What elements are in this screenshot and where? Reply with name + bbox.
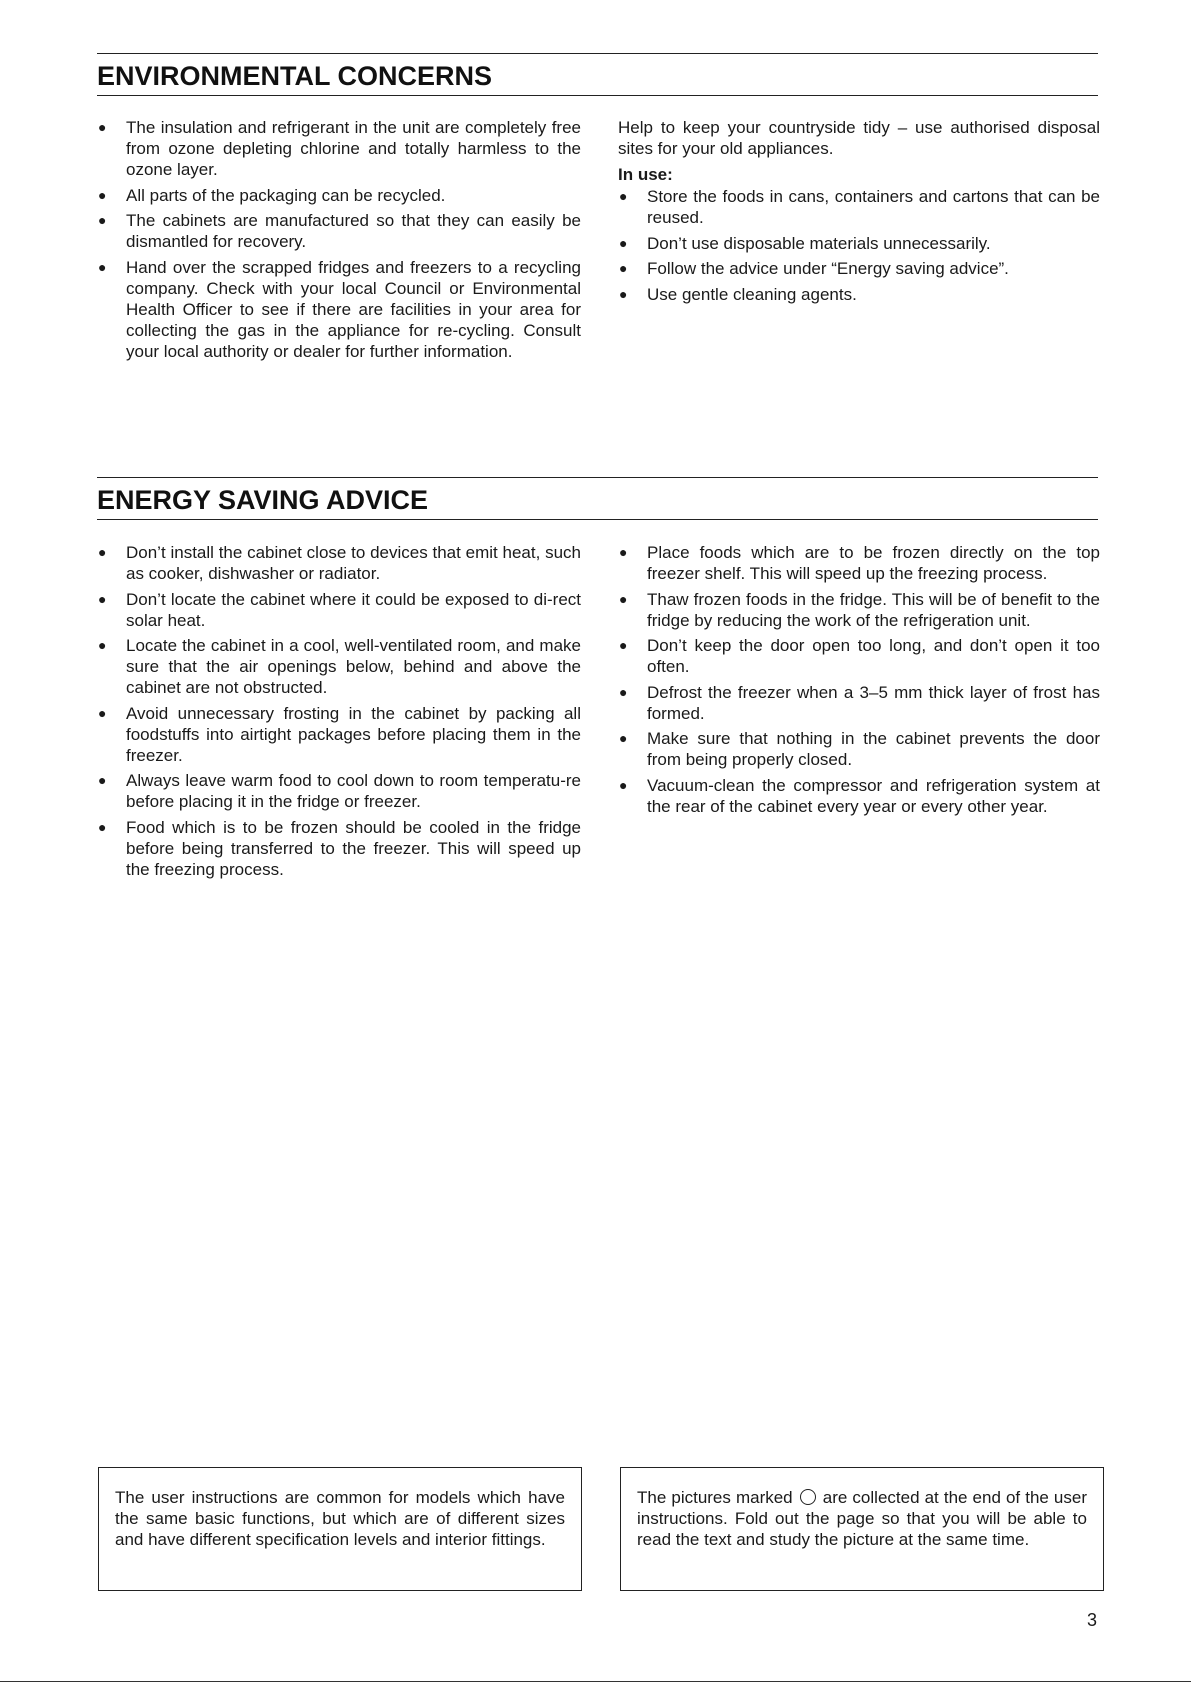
bullet-icon: ● xyxy=(619,730,628,746)
environmental-right-column xyxy=(618,117,1100,309)
bullet-icon: ● xyxy=(619,234,628,251)
list-item: ● Don’t use disposable materials unnecessarily. xyxy=(619,233,991,253)
energy-left-list xyxy=(97,542,581,880)
energy-right-column xyxy=(618,542,1100,821)
bullet-icon: ● xyxy=(619,544,628,560)
bullet-icon: ● xyxy=(619,683,628,700)
list-item: ● Avoid unnecessary frosting in the cabinet by packing all foodstuffs into airtight packages before placing them in the freezer. xyxy=(98,703,581,765)
disposal-intro: Help to keep your countryside tidy – use authorised disposal sites for your old appliances. xyxy=(618,118,1100,158)
list-item: ● Don’t install the cabinet close to devices that emit heat, such as cooker, dishwasher or radiator. xyxy=(98,543,581,583)
models-note-text: The user instructions are common for models which have the same basic functions, but which are of different sizes and have different specification levels and interior fittings. xyxy=(115,1488,565,1549)
list-item: ● Hand over the scrapped fridges and freezers to a recycling company. Check with your local Council or Environmental Health Officer to see if there are facilities in your area for collecting the gas in the appliance for re-cycling. Consult your local authority or dealer for further information. xyxy=(98,257,581,361)
list-item: ● Don’t keep the door open too long, and don’t open it too often. xyxy=(619,636,1100,676)
list-item: ● Food which is to be frozen should be cooled in the fridge before being transferred to the freezer. This will speed up the freezing process. xyxy=(98,817,581,879)
environmental-left-list xyxy=(97,117,581,362)
energy-right-list xyxy=(618,542,1100,817)
environmental-heading: ENVIRONMENTAL CONCERNS xyxy=(97,61,493,91)
bullet-icon: ● xyxy=(98,544,107,560)
bullet-icon: ● xyxy=(619,260,628,276)
bullet-icon: ● xyxy=(98,186,107,203)
list-item: ● Locate the cabinet in a cool, well-ventilated room, and make sure that the air openings below, behind and above the cabinet are not obstructed. xyxy=(98,636,581,697)
list-item: ● Defrost the freezer when a 3–5 mm thick layer of frost has formed. xyxy=(619,682,1100,723)
environmental-left-column xyxy=(97,117,581,366)
list-item: ● Always leave warm food to cool down to room temperatu-re before placing it in the fridge or freezer. xyxy=(98,771,581,811)
list-item: ● Follow the advice under “Energy saving advice”. xyxy=(619,259,1009,278)
bullet-icon: ● xyxy=(98,212,107,228)
list-item: ● Vacuum-clean the compressor and refrigeration system at the rear of the cabinet every year or every other year. xyxy=(619,775,1100,816)
in-use-list xyxy=(618,186,1100,305)
bullet-icon: ● xyxy=(98,704,107,721)
pictures-note-text-start: The pictures marked xyxy=(637,1488,793,1507)
header-rule-bottom xyxy=(97,519,1098,520)
list-item: ● The cabinets are manufactured so that they can easily be dismantled for recovery. xyxy=(98,211,581,251)
list-item: ● Store the foods in cans, containers and cartons that can be reused. xyxy=(619,187,1100,227)
bullet-icon: ● xyxy=(98,590,107,607)
energy-left-column xyxy=(97,542,581,884)
bullet-icon: ● xyxy=(98,258,107,275)
circle-marker-icon xyxy=(800,1489,816,1505)
environmental-header xyxy=(97,53,1098,96)
list-item: ● Thaw frozen foods in the fridge. This will be of benefit to the fridge by reducing the work of the refrigeration unit. xyxy=(619,589,1100,630)
bullet-icon: ● xyxy=(98,818,107,835)
in-use-heading: In use: xyxy=(618,165,673,184)
bullet-icon: ● xyxy=(98,772,107,788)
list-item: ● Use gentle cleaning agents. xyxy=(619,284,857,304)
bullet-icon: ● xyxy=(619,776,628,793)
pictures-note-box xyxy=(620,1467,1104,1591)
list-item: ● All parts of the packaging can be recycled. xyxy=(98,185,446,205)
energy-heading: ENERGY SAVING ADVICE xyxy=(97,485,429,515)
list-item: ● Make sure that nothing in the cabinet prevents the door from being properly closed. xyxy=(619,729,1100,769)
bullet-icon: ● xyxy=(619,590,628,607)
pictures-note-text-end: are collected at the end of the user instructions. Fold out the page so that you will be able to read the text and study the picture at the same time. xyxy=(637,1488,1087,1549)
bullet-icon: ● xyxy=(98,637,107,653)
models-note-box xyxy=(98,1467,582,1591)
header-rule-bottom xyxy=(97,95,1098,96)
page-edge-rule xyxy=(0,1681,1191,1682)
list-item: ● The insulation and refrigerant in the unit are completely free from ozone depleting chlorine and totally harmless to the ozone layer. xyxy=(98,118,581,179)
bullet-icon: ● xyxy=(619,188,628,204)
bullet-icon: ● xyxy=(98,119,107,135)
bullet-icon: ● xyxy=(619,637,628,653)
bullet-icon: ● xyxy=(619,285,628,302)
list-item: ● Don’t locate the cabinet where it could be exposed to di-rect solar heat. xyxy=(98,589,581,630)
energy-header xyxy=(97,477,1098,520)
page-number: 3 xyxy=(1087,1610,1098,1630)
list-item: ● Place foods which are to be frozen directly on the top freezer shelf. This will speed up the freezing process. xyxy=(619,543,1100,583)
